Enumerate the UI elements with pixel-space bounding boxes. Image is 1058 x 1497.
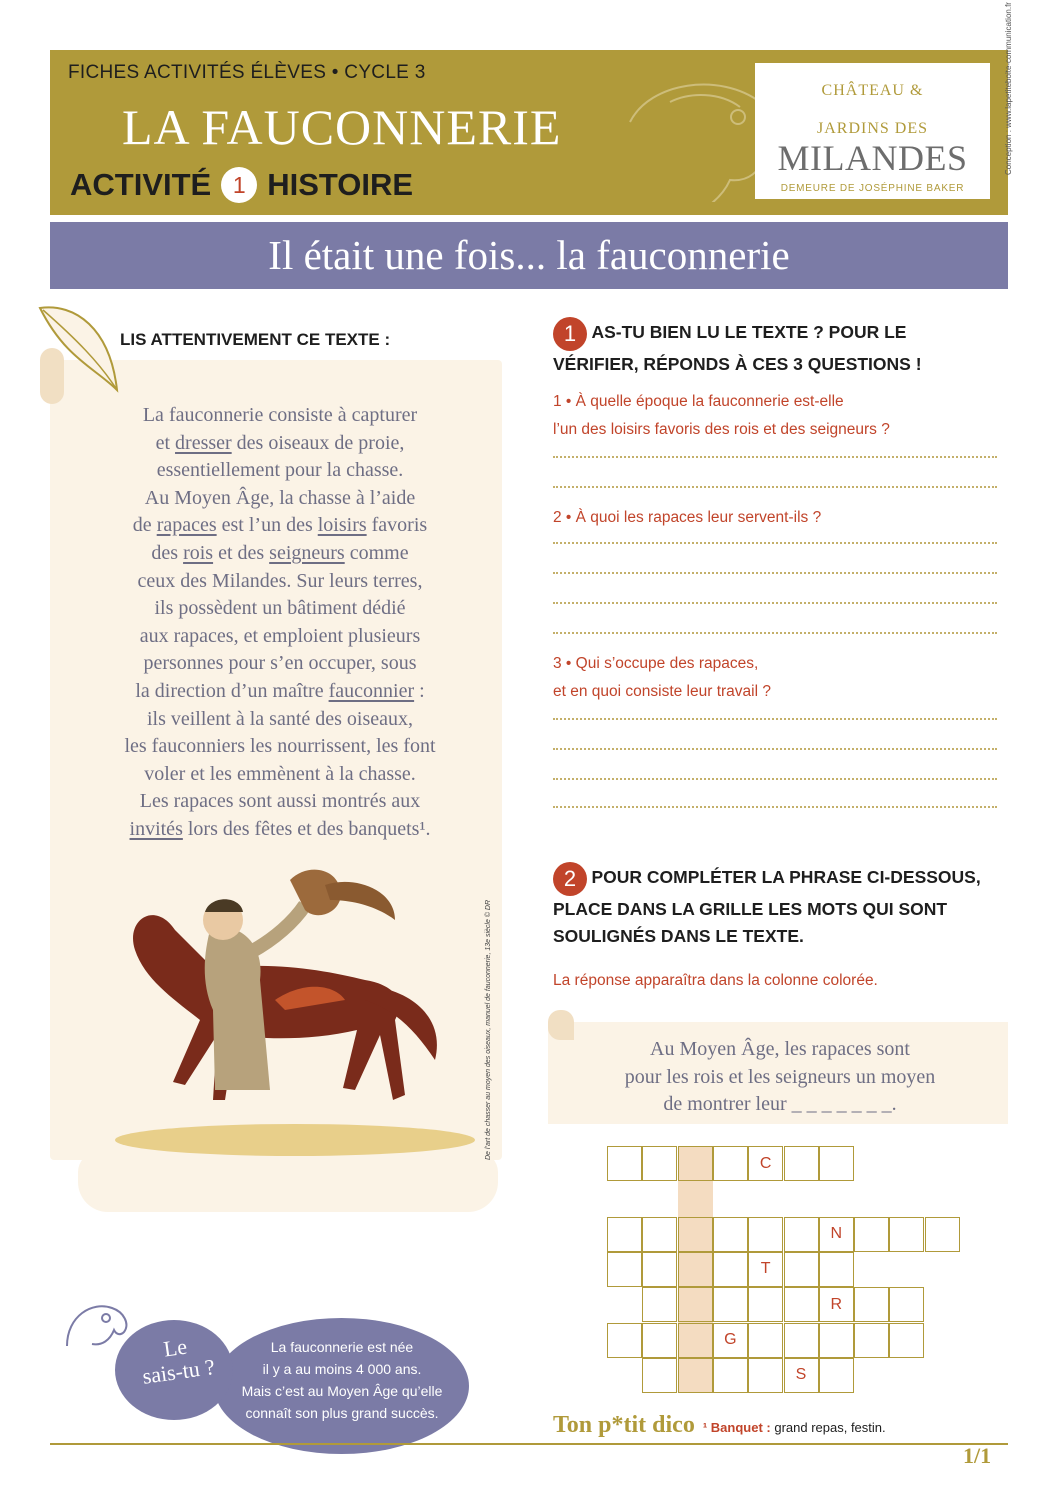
fact-line: connaît son plus grand succès. (245, 1405, 439, 1421)
crossword-cell[interactable] (748, 1217, 783, 1252)
series-tag: FICHES ACTIVITÉS ÉLÈVES • CYCLE 3 (68, 62, 426, 83)
crossword-cell[interactable] (889, 1287, 924, 1322)
crossword-cell[interactable] (819, 1358, 854, 1393)
did-you-know-label-line1: Le (162, 1333, 189, 1362)
glossary-title: Ton p*tit dico (553, 1412, 695, 1438)
crossword-cell[interactable] (925, 1217, 960, 1252)
crossword-cell[interactable] (678, 1252, 713, 1287)
logo-name: MILANDES (777, 138, 968, 178)
crossword-cell[interactable] (748, 1323, 783, 1358)
crossword-cell[interactable] (678, 1287, 713, 1322)
crossword-cell[interactable] (607, 1323, 642, 1358)
underlined-word: loisirs (317, 514, 367, 537)
crossword-cell[interactable]: N (819, 1217, 854, 1252)
crossword-cell[interactable] (642, 1146, 677, 1181)
sentence-line: de montrer leur _ _ _ _ _ _ _. (663, 1093, 897, 1115)
story-fragment: comme (344, 541, 409, 564)
footer-rule (50, 1443, 1008, 1445)
question3-line1: 3 • Qui s’occupe des rapaces, (553, 655, 759, 672)
did-you-know-label-line2: sais-tu ? (140, 1353, 217, 1389)
design-credit: Conception : www.lapetiteboite-communication.fr (1004, 2, 1013, 175)
answer-line[interactable] (553, 486, 997, 488)
answer-line[interactable] (553, 748, 997, 750)
story-fragment: Au Moyen Âge, la chasse à l’aide (144, 486, 416, 509)
story-line (80, 678, 480, 706)
crossword-cell[interactable]: S (784, 1358, 819, 1393)
crossword-cell[interactable] (784, 1323, 819, 1358)
glossary-term: ¹ Banquet : (702, 1420, 771, 1435)
story-fragment: des oiseaux de proie, (231, 431, 405, 454)
crossword-cell[interactable] (784, 1252, 819, 1287)
story-fragment: de (132, 514, 157, 537)
fact-line: Mais c’est au Moyen Âge qu’elle (241, 1383, 443, 1399)
crossword-cell[interactable] (607, 1146, 642, 1181)
exercise2-note: La réponse apparaîtra dans la colonne colorée. (553, 972, 878, 989)
sentence-line: Au Moyen Âge, les rapaces sont (650, 1038, 910, 1060)
story-fragment: favoris (366, 514, 428, 537)
reading-instruction: LIS ATTENTIVEMENT CE TEXTE : (120, 330, 391, 349)
story-line (80, 512, 480, 540)
crossword-cell[interactable] (854, 1287, 889, 1322)
page-title: LA FAUCONNERIE (122, 99, 562, 155)
subtitle-banner (50, 222, 1008, 289)
falconer-horse-illustration (95, 860, 485, 1160)
exercise2-heading (553, 862, 1013, 950)
glossary-definition: grand repas, festin. (774, 1420, 886, 1435)
story-fragment: et des (213, 541, 270, 564)
story-fragment: et (155, 431, 176, 454)
glossary (553, 1412, 886, 1439)
exercise1-heading-text: AS-TU BIEN LU LE TEXTE ? POUR LE VÉRIFIER, RÉPONDS À CES 3 QUESTIONS ! (553, 322, 922, 374)
exercise2-heading-text: POUR COMPLÉTER LA PHRASE CI-DESSOUS, PLACE DANS LA GRILLE LES MOTS QUI SONT SOULIGNÉS DANS LE TEXTE. (553, 867, 981, 946)
story-line (80, 457, 480, 485)
crossword-cell[interactable] (642, 1252, 677, 1287)
fact-line: il y a au moins 4 000 ans. (262, 1361, 422, 1377)
crossword-cell[interactable] (713, 1358, 748, 1393)
answer-line[interactable] (553, 602, 997, 604)
crossword-cell[interactable] (784, 1146, 819, 1181)
story-line (80, 733, 480, 761)
crossword-cell[interactable] (889, 1323, 924, 1358)
banner-title: Il était une fois... la fauconnerie (268, 232, 790, 278)
story-fragment: Les rapaces sont aussi montrés aux (139, 790, 421, 813)
crossword-cell[interactable] (748, 1358, 783, 1393)
parchment-curl-bottom (78, 1152, 498, 1212)
header-band (50, 50, 1008, 215)
underlined-word: rapaces (156, 514, 217, 537)
answer-line[interactable] (553, 542, 997, 544)
crossword-cell[interactable] (854, 1217, 889, 1252)
story-fragment: La fauconnerie consiste à capturer (142, 404, 418, 426)
story-line (80, 623, 480, 651)
logo-line1: CHÂTEAU & (821, 82, 924, 99)
crossword-cell[interactable] (889, 1217, 924, 1252)
quill-icon (35, 298, 125, 398)
crossword-cell[interactable] (678, 1358, 713, 1393)
crossword-cell[interactable] (678, 1217, 713, 1252)
story-line (80, 650, 480, 678)
fact-line: La fauconnerie est née (270, 1339, 414, 1355)
crossword-cell[interactable] (784, 1217, 819, 1252)
activity-number: 1 (221, 167, 257, 203)
crossword-cell[interactable] (642, 1287, 677, 1322)
underlined-word: fauconnier (328, 679, 415, 702)
story-fragment: voler et les emmènent à la chasse. (144, 762, 416, 785)
crossword-cell[interactable] (819, 1146, 854, 1181)
question1-line1: 1 • À quelle époque la fauconnerie est-elle (553, 393, 844, 410)
story-line (80, 788, 480, 816)
crossword-cell[interactable] (678, 1323, 713, 1358)
question2: 2 • À quoi les rapaces leur servent-ils ? (553, 509, 822, 526)
answer-line[interactable] (553, 456, 997, 458)
crossword-cell[interactable]: G (713, 1323, 748, 1358)
crossword-cell[interactable] (607, 1217, 642, 1252)
crossword-cell[interactable] (819, 1252, 854, 1287)
story-fragment: essentiellement pour la chasse. (156, 459, 404, 482)
crossword-cell[interactable] (642, 1323, 677, 1358)
activity-label (70, 167, 413, 203)
crossword-cell[interactable] (713, 1146, 748, 1181)
story-line (80, 595, 480, 623)
answer-line[interactable] (553, 806, 997, 808)
activity-subject: HISTOIRE (267, 167, 414, 202)
crossword-cell[interactable]: C (748, 1146, 783, 1181)
crossword-cell[interactable] (713, 1217, 748, 1252)
answer-line[interactable] (553, 718, 997, 720)
chateau-logo (755, 63, 990, 199)
story-fragment: la direction d’un maître (135, 679, 329, 702)
story-fragment: des (151, 541, 184, 564)
story-fragment: ils possèdent un bâtiment dédié (154, 597, 406, 620)
glossary-entry (703, 1420, 886, 1435)
story-fragment: les fauconniers les nourrissent, les font (124, 735, 436, 758)
story-line (80, 761, 480, 789)
page-number: 1/1 (963, 1443, 992, 1468)
crossword-cell[interactable] (607, 1252, 642, 1287)
exercise1-heading (553, 317, 993, 378)
story-line (80, 402, 480, 430)
crossword-cell[interactable]: R (819, 1287, 854, 1322)
sentence-to-complete (560, 1036, 1000, 1119)
answer-line[interactable] (553, 632, 997, 634)
answer-line[interactable] (553, 572, 997, 574)
story-fragment: est l’un des (216, 514, 318, 537)
story-fragment: ceux des Milandes. Sur leurs terres, (137, 569, 423, 592)
crossword-cell[interactable] (854, 1323, 889, 1358)
question3-line2: et en quoi consiste leur travail ? (553, 683, 771, 700)
crossword-cell[interactable] (819, 1323, 854, 1358)
story-fragment: : (414, 679, 425, 702)
illustration-credit: De l’art de chasser au moyen des oiseaux, manuel de fauconnerie, 13e siècle © DR (485, 899, 492, 1160)
did-you-know-text (222, 1336, 462, 1424)
crossword-cell[interactable] (678, 1146, 713, 1181)
crossword-cell[interactable] (784, 1287, 819, 1322)
story-line (80, 485, 480, 513)
crossword-cell[interactable] (748, 1287, 783, 1322)
activity-prefix: ACTIVITÉ (70, 167, 212, 202)
underlined-word: dresser (175, 431, 232, 454)
story-fragment: aux rapaces, et emploient plusieurs (139, 624, 421, 647)
story-line (80, 568, 480, 596)
crossword-cell[interactable] (713, 1252, 748, 1287)
logo-subtitle: DEMEURE DE JOSÉPHINE BAKER (780, 183, 965, 194)
crossword-cell[interactable] (642, 1217, 677, 1252)
crossword-cell[interactable]: T (748, 1252, 783, 1287)
logo-line2: JARDINS DES (816, 120, 928, 137)
story-line (80, 430, 480, 458)
exercise2-number: 2 (553, 862, 587, 896)
exercise1-number: 1 (553, 317, 587, 351)
story-fragment: ils veillent à la santé des oiseaux, (146, 707, 414, 730)
underlined-word: rois (183, 541, 214, 564)
crossword-cell[interactable] (713, 1287, 748, 1322)
story-fragment: personnes pour s’en occuper, sous (143, 652, 417, 675)
underlined-word: invités (129, 817, 183, 840)
answer-line[interactable] (553, 778, 997, 780)
story-line (80, 706, 480, 734)
story-fragment: lors des fêtes et des banquets¹. (182, 817, 431, 840)
underlined-word: seigneurs (269, 541, 345, 564)
story-line (80, 540, 480, 568)
story-line (80, 816, 480, 844)
story-text (80, 402, 480, 844)
sentence-line: pour les rois et les seigneurs un moyen (624, 1065, 936, 1088)
crossword-cell[interactable] (642, 1358, 677, 1393)
question1-line2: l’un des loisirs favoris des rois et des seigneurs ? (553, 421, 890, 438)
